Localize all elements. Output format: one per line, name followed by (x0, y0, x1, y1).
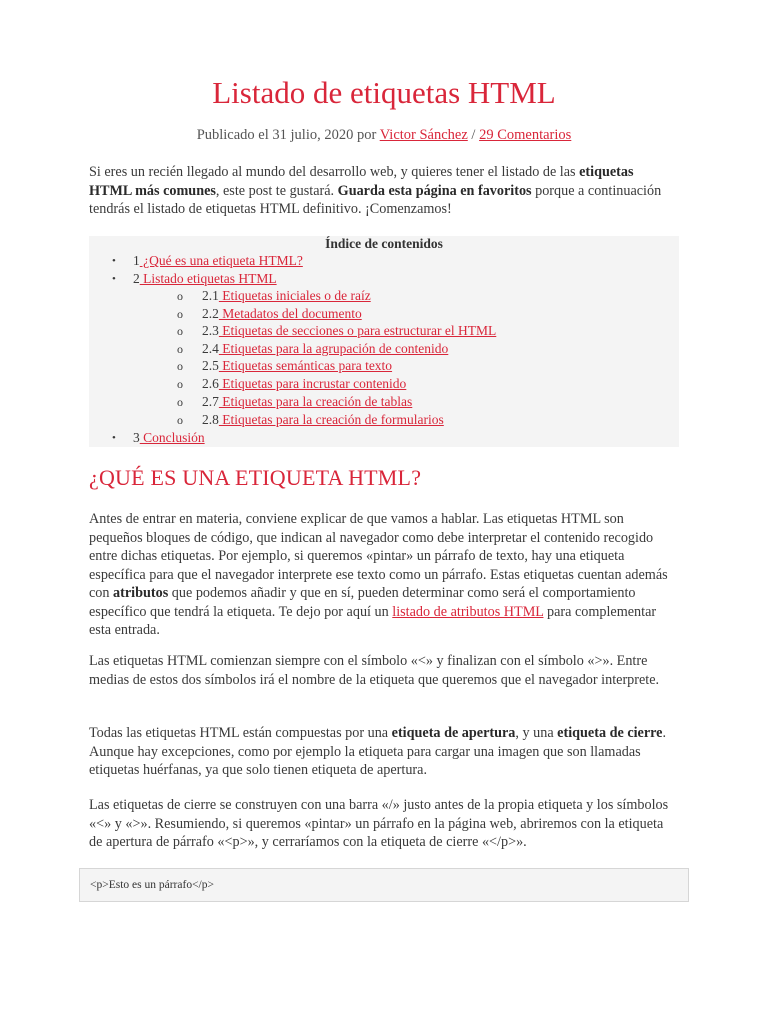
bullet-icon: • (112, 432, 116, 444)
toc-link-que-es[interactable]: ¿Qué es una etiqueta HTML? (139, 253, 303, 268)
toc-link-listado[interactable]: Listado etiquetas HTML (139, 271, 277, 286)
toc-title: Índice de contenidos (325, 236, 443, 251)
toc-number: 3 (133, 430, 140, 445)
toc-link-semanticas[interactable]: Etiquetas semánticas para texto (218, 358, 393, 373)
toc-item (112, 253, 303, 269)
circle-bullet-icon: o (177, 342, 183, 356)
section-paragraph-2: Las etiquetas HTML comienzan siempre con el símbolo «<» y finalizan con el símbolo «>». Entre medias de estos dos símbolos irá el nombre de la etiqueta que queremos que el navegador interprete. (89, 653, 660, 688)
toc-number: 2.7 (202, 394, 219, 409)
toc-number: 2.6 (202, 376, 219, 391)
table-of-contents (89, 236, 679, 447)
p3-bold-2: etiqueta de cierre (557, 725, 663, 741)
toc-number: 2.4 (202, 341, 219, 356)
p1-text-1: Antes de entrar en materia, conviene explicar de que vamos a hablar. Las etiquetas HTML son pequeños bloques de código, que indican al navegador como debe interpretar el contenido recogido entre dichas etiquetas. Por ejemplo, si queremos «pintar» un párrafo de texto, hay una etiqueta específica para que el navegador interprete ese texto como un párrafo. Estas etiquetas cuentan además con (89, 511, 668, 601)
p3-text-1: Todas las etiquetas HTML están compuestas por una (89, 725, 392, 741)
toc-subitem (177, 394, 413, 410)
intro-text-3: porque a continuación tendrás el listado de etiquetas HTML definitivo. ¡Comenzamos! (89, 182, 662, 217)
p3-text-2: , y una (515, 725, 558, 741)
section-heading: ¿QUÉ ES UNA ETIQUETA HTML? (89, 465, 422, 490)
toc-link-agrupacion[interactable]: Etiquetas para la agrupación de contenido (218, 341, 449, 356)
bullet-icon: • (112, 255, 116, 267)
section-paragraph-4: Las etiquetas de cierre se construyen con una barra «/» justo antes de la propia etiqueta y los símbolos «<» y «>». Resumiendo, si queremos «pintar» un párrafo en la página web, abriremos con la etiqueta de apertura de párrafo «<p>», y cerraríamos con la etiqueta de cierre «</p>». (89, 797, 669, 850)
toc-number: 2.1 (202, 288, 219, 303)
p1-text-3: para complementar esta entrada. (89, 603, 657, 638)
toc-link-formularios[interactable]: Etiquetas para la creación de formularios (218, 412, 444, 427)
toc-subitem (177, 341, 449, 357)
meta-separator: / (467, 127, 480, 143)
p3-bold-1: etiqueta de apertura (391, 725, 516, 741)
toc-number: 2.8 (202, 412, 219, 427)
circle-bullet-icon: o (177, 377, 183, 391)
intro-text-1: Si eres un recién llegado al mundo del desarrollo web, y quieres tener el listado de las (89, 164, 580, 180)
toc-link-incrustar[interactable]: Etiquetas para incrustar contenido (218, 376, 407, 391)
page-title: Listado de etiquetas HTML (212, 75, 556, 110)
toc-link-tablas[interactable]: Etiquetas para la creación de tablas (218, 394, 413, 409)
toc-number: 1 (133, 253, 140, 268)
p3-text-3: . Aunque hay excepciones, como por ejemplo la etiqueta para cargar una imagen que son llamadas etiquetas huérfanas, ya que solo tienen etiqueta de apertura. (89, 725, 667, 778)
toc-number: 2 (133, 271, 140, 286)
intro-bold-1: etiquetas HTML más comunes (89, 164, 634, 199)
toc-link-metadatos[interactable]: Metadatos del documento (218, 306, 362, 321)
attributes-link[interactable]: listado de atributos HTML (392, 603, 544, 620)
author-link[interactable]: Victor Sánchez (379, 127, 468, 143)
circle-bullet-icon: o (177, 359, 183, 373)
toc-item (112, 430, 205, 446)
circle-bullet-icon: o (177, 395, 183, 409)
section-paragraph-3 (89, 724, 679, 780)
toc-subitem (177, 358, 393, 374)
toc-number: 2.5 (202, 358, 219, 373)
toc-subitem (177, 288, 371, 304)
post-meta (0, 126, 768, 144)
toc-item (112, 271, 277, 287)
bullet-icon: • (112, 273, 116, 285)
toc-link-secciones[interactable]: Etiquetas de secciones o para estructurar el HTML (218, 323, 497, 338)
intro-bold-2: Guarda esta página en favoritos (337, 182, 532, 199)
p1-bold-1: atributos (113, 585, 169, 601)
section-paragraph-1 (89, 510, 679, 640)
meta-date: Publicado el 31 julio, 2020 por (196, 127, 380, 143)
toc-subitem (177, 412, 444, 428)
code-block: <p>Esto es un párrafo</p> (79, 868, 689, 902)
circle-bullet-icon: o (177, 289, 183, 303)
toc-link-conclusion[interactable]: Conclusión (139, 430, 205, 445)
circle-bullet-icon: o (177, 324, 183, 338)
toc-number: 2.3 (202, 323, 219, 338)
p1-text-2: que podemos añadir y que en sí, pueden determinar como será el comportamiento específico que tendrá la etiqueta. Te dejo por aquí un (89, 585, 636, 620)
toc-number: 2.2 (202, 306, 219, 321)
intro-text-2: , este post te gustará. (215, 182, 338, 199)
toc-subitem (177, 376, 407, 392)
toc-subitem (177, 306, 362, 322)
circle-bullet-icon: o (177, 413, 183, 427)
comments-link[interactable]: 29 Comentarios (479, 127, 572, 143)
intro-paragraph (89, 163, 679, 219)
circle-bullet-icon: o (177, 307, 183, 321)
toc-subitem (177, 323, 497, 339)
toc-link-iniciales[interactable]: Etiquetas iniciales o de raíz (218, 288, 371, 303)
